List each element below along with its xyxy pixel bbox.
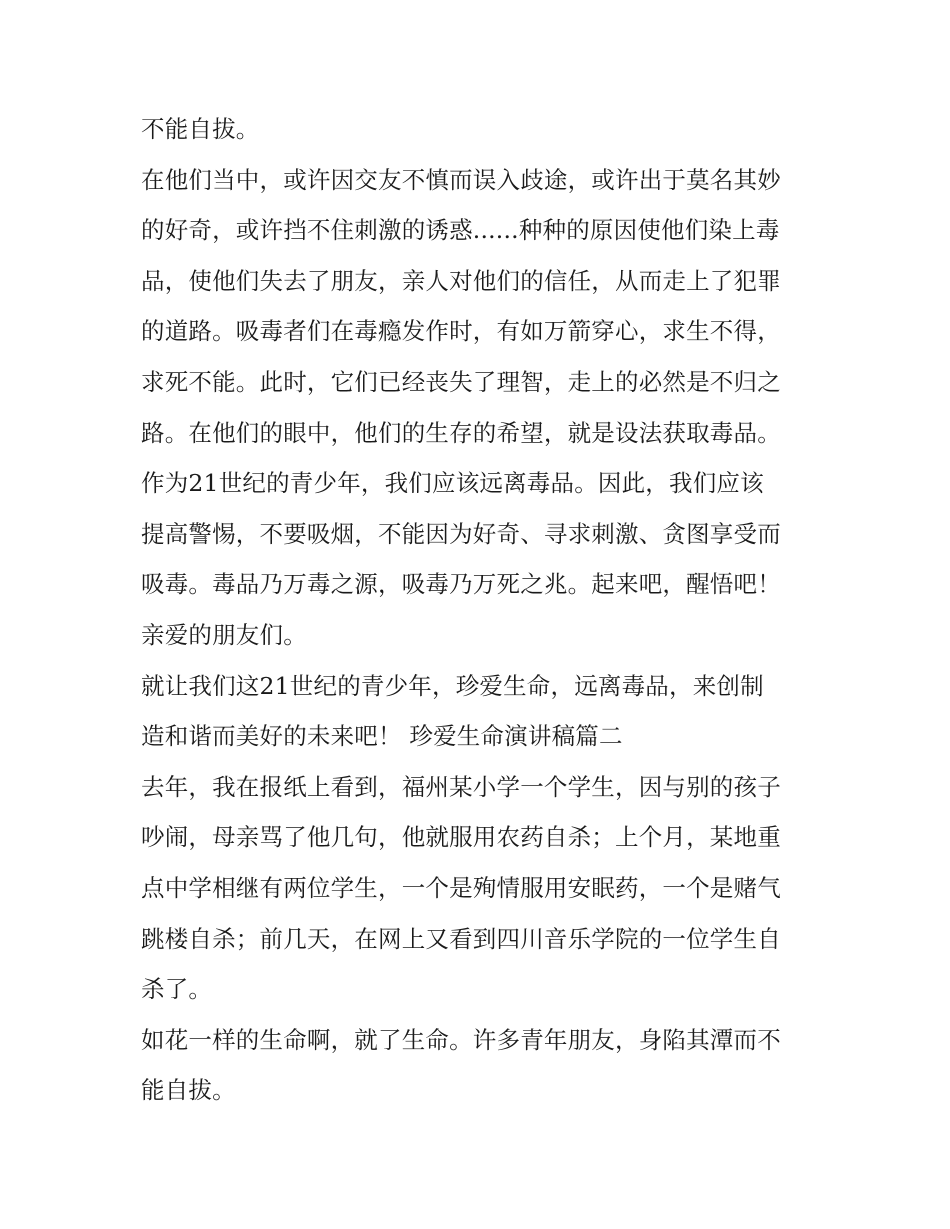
text-line-7: 路。在他们的眼中，他们的生存的希望，就是设法获取毒品。 (141, 418, 781, 447)
text-line-19: 如花一样的生命啊，就了生命。许多青年朋友，身陷其潭而不 (141, 1025, 781, 1054)
text-line-17: 跳楼自杀；前几天，在网上又看到四川音乐学院的一位学生自 (141, 924, 781, 953)
text-line-15: 吵闹，母亲骂了他几句，他就服用农药自杀；上个月，某地重 (141, 823, 781, 852)
text-line-20: 能自拔。 (141, 1076, 236, 1105)
text-line-2: 在他们当中，或许因交友不慎而误入歧途，或许出于莫名其妙 (141, 165, 781, 194)
text-line-3: 的好奇，或许挡不住刺激的诱惑......种种的原因使他们染上毒 (141, 216, 780, 245)
text-line-13: 造和谐而美好的未来吧！ 珍爱生命演讲稿篇二 (141, 722, 623, 751)
text-line-10: 吸毒。毒品乃万毒之源，吸毒乃万死之兆。起来吧，醒悟吧！ (141, 570, 781, 599)
text-line-12: 就让我们这21世纪的青少年，珍爱生命，远离毒品，来创制 (141, 671, 764, 700)
document-body (141, 104, 821, 1116)
text-line-11: 亲爱的朋友们。 (141, 620, 307, 649)
text-line-4: 品，使他们失去了朋友，亲人对他们的信任，从而走上了犯罪 (141, 266, 781, 295)
text-line-18: 杀了。 (141, 975, 213, 1004)
text-line-6: 求死不能。此时，它们已经丧失了理智，走上的必然是不归之 (141, 367, 781, 396)
text-line-5: 的道路。吸毒者们在毒瘾发作时，有如万箭穿心，求生不得， (141, 317, 781, 346)
text-line-1: 不能自拔。 (141, 115, 260, 143)
text-line-9: 提高警惕，不要吸烟，不能因为好奇、寻求刺激、贪图享受而 (141, 519, 781, 548)
text-line-14: 去年，我在报纸上看到，福州某小学一个学生，因与别的孩子 (141, 772, 781, 801)
text-line-16: 点中学相继有两位学生，一个是殉情服用安眠药，一个是赌气 (141, 873, 781, 902)
text-line-8: 作为21世纪的青少年，我们应该远离毒品。因此，我们应该 (141, 469, 764, 498)
